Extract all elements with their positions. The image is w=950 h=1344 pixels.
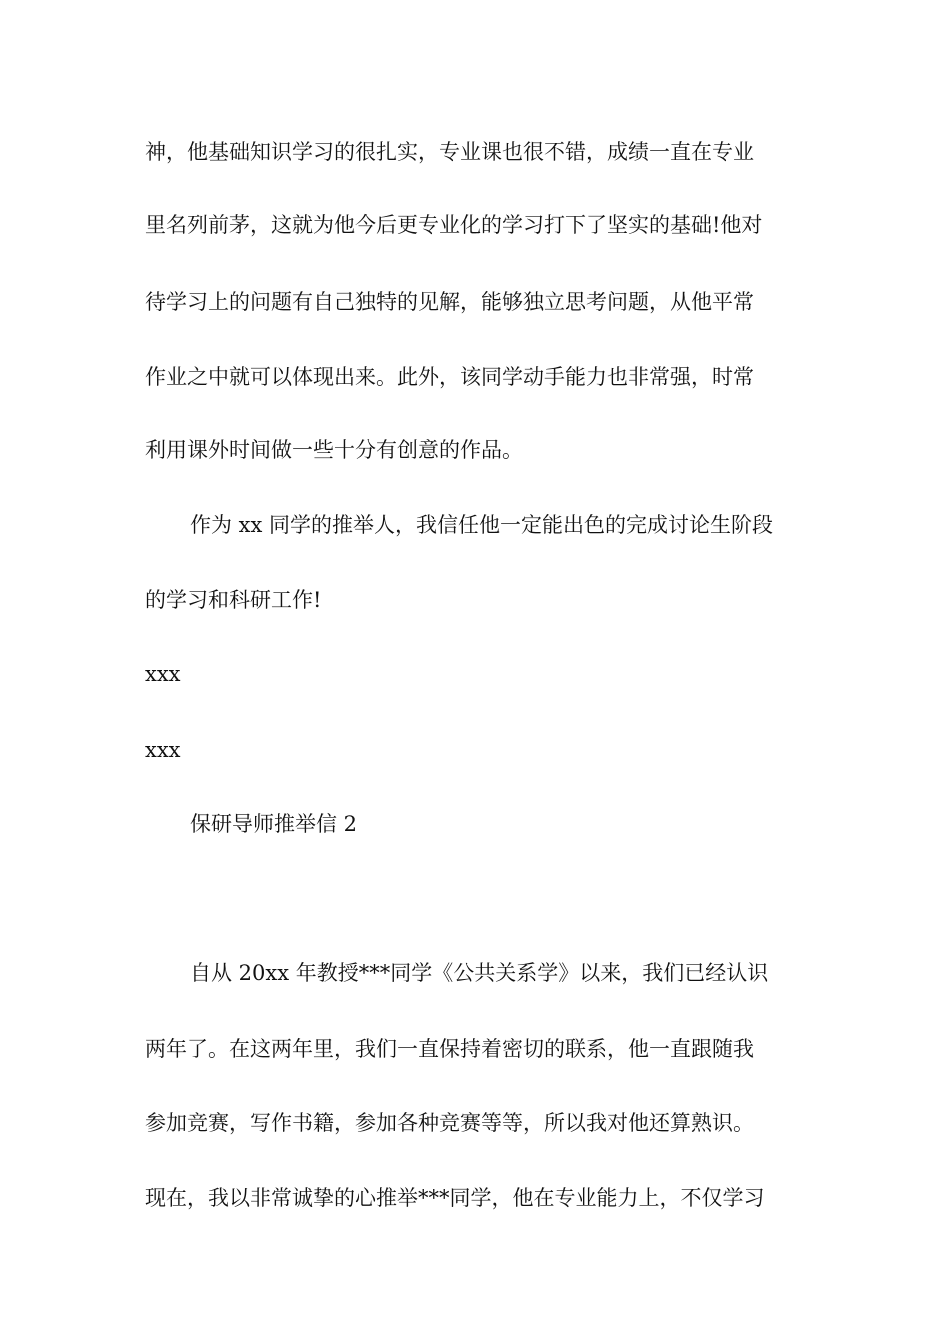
signature-date: xxx: [145, 738, 181, 762]
text-line: 两年了。在这两年里，我们一直保持着密切的联系，他一直跟随我: [145, 1037, 754, 1061]
text-line: 神，他基础知识学习的很扎实，专业课也很不错，成绩一直在专业: [145, 140, 754, 164]
text-line: 作业之中就可以体现出来。此外，该同学动手能力也非常强，时常: [145, 365, 754, 389]
text-line: 参加竞赛，写作书籍，参加各种竞赛等等，所以我对他还算熟识。: [145, 1111, 754, 1135]
text-line: 待学习上的问题有自己独特的见解，能够独立思考问题，从他平常: [145, 290, 754, 314]
text-line: 自从 20xx 年教授***同学《公共关系学》以来，我们已经认识: [190, 961, 769, 985]
text-line: 里名列前茅，这就为他今后更专业化的学习打下了坚实的基础!他对: [145, 213, 763, 237]
text-line: 现在，我以非常诚挚的心推举***同学，他在专业能力上，不仅学习: [145, 1186, 765, 1210]
signature-name: xxx: [145, 662, 181, 686]
text-line: 利用课外时间做一些十分有创意的作品。: [145, 438, 523, 462]
text-line: 的学习和科研工作!: [145, 588, 322, 612]
section-title: 保研导师推举信 2: [190, 812, 358, 836]
text-line: 作为 xx 同学的推举人，我信任他一定能出色的完成讨论生阶段: [190, 513, 774, 537]
